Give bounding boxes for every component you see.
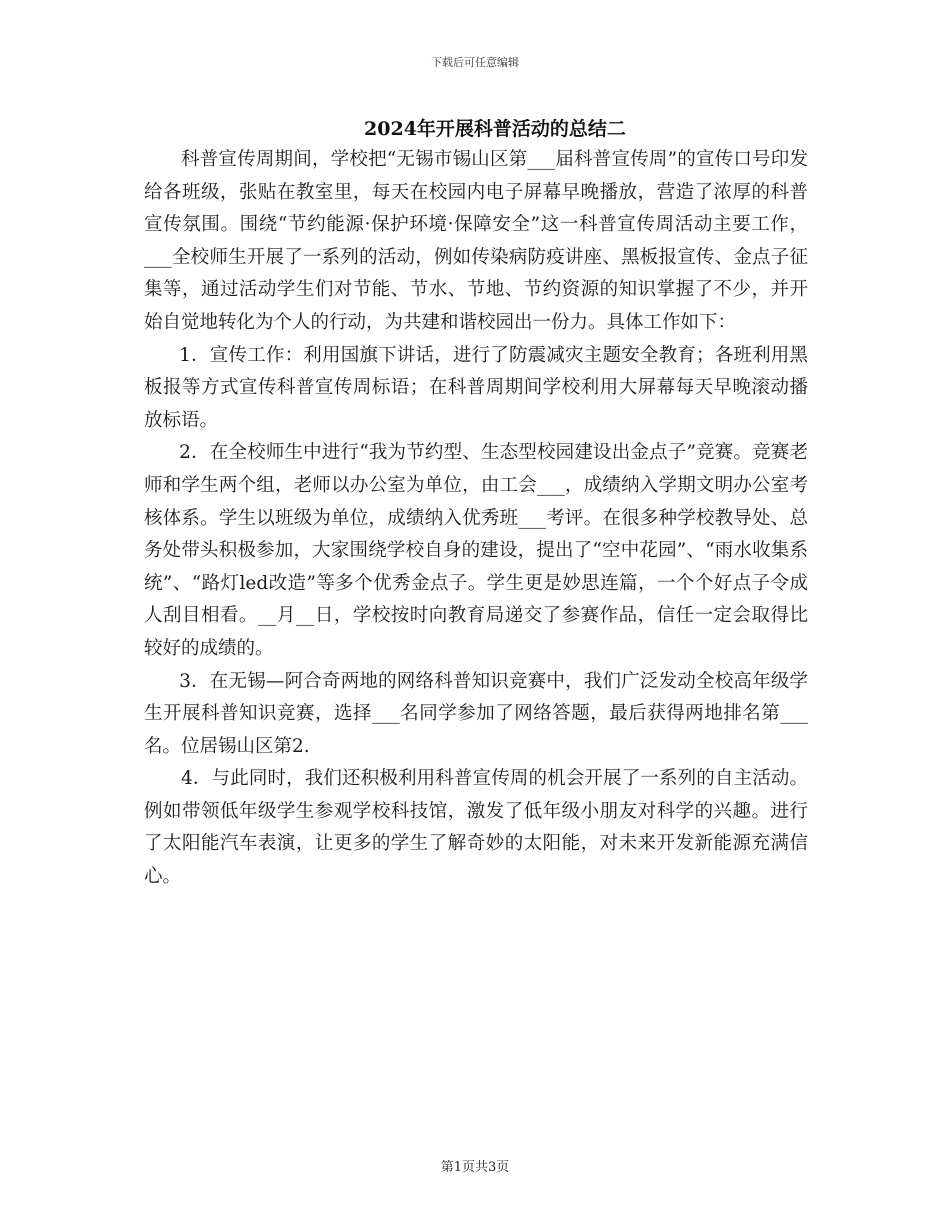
document-title: 2024年开展科普活动的总结二 bbox=[364, 118, 626, 140]
paragraph-item-4: 4．与此同时，我们还积极利用科普宣传周的机会开展了一系列的自主活动。例如带领低年级学生参观学校科技馆，激发了低年级小朋友对科学的兴趣。进行了太阳能汽车表演，让更多的学生了解奇妙的太阳能，对未来开发新能源充满信心。 bbox=[144, 768, 808, 888]
header-note: 下载后可任意编辑 bbox=[431, 56, 519, 69]
paragraph-item-3: 3．在无锡—阿合奇两地的网络科普知识竞赛中，我们广泛发动全校高年级学生开展科普知识竞赛，选择___名同学参加了网络答题，最后获得两地排名第___名。位居锡山区第2. bbox=[144, 670, 808, 757]
document-body bbox=[144, 144, 808, 894]
paragraph-item-2: 2．在全校师生中进行“我为节约型、生态型校园建设出金点子”竞赛。竞赛老师和学生两个组，老师以办公室为单位，由工会___，成绩纳入学期文明办公室考核体系。学生以班级为单位，成绩纳入优秀班___考评。在很多种学校教导处、总务处带头积极参加，大家围绕学校自身的建设，提出了“空中花园”、“雨水收集系统”、“路灯led改造”等多个优秀金点子。学生更是妙思连篇，一个个好点子令成人刮目相看。__月__日，学校按时向教育局递交了参赛作品，信任一定会取得比较好的成绩的。 bbox=[144, 442, 808, 659]
paragraph-intro: 科普宣传周期间，学校把“无锡市锡山区第___届科普宣传周”的宣传口号印发给各班级，张贴在教室里，每天在校园内电子屏幕早晚播放，营造了浓厚的科普宣传氛围。围绕“节约能源·保护环境·保障安全”这一科普宣传周活动主要工作，___全校师生开展了一系列的活动，例如传染病防疫讲座、黑板报宣传、金点子征集等，通过活动学生们对节能、节水、节地、节约资源的知识掌握了不少，并开始自觉地转化为个人的行动，为共建和谐校园出一份力。具体工作如下： bbox=[144, 149, 808, 333]
page-indicator: 第1页共3页 bbox=[440, 1160, 510, 1175]
paragraph-item-1: 1．宣传工作：利用国旗下讲话，进行了防震减灾主题安全教育；各班利用黑板报等方式宣传科普宣传周标语；在科普周期间学校利用大屏幕每天早晚滚动播放标语。 bbox=[144, 344, 808, 431]
